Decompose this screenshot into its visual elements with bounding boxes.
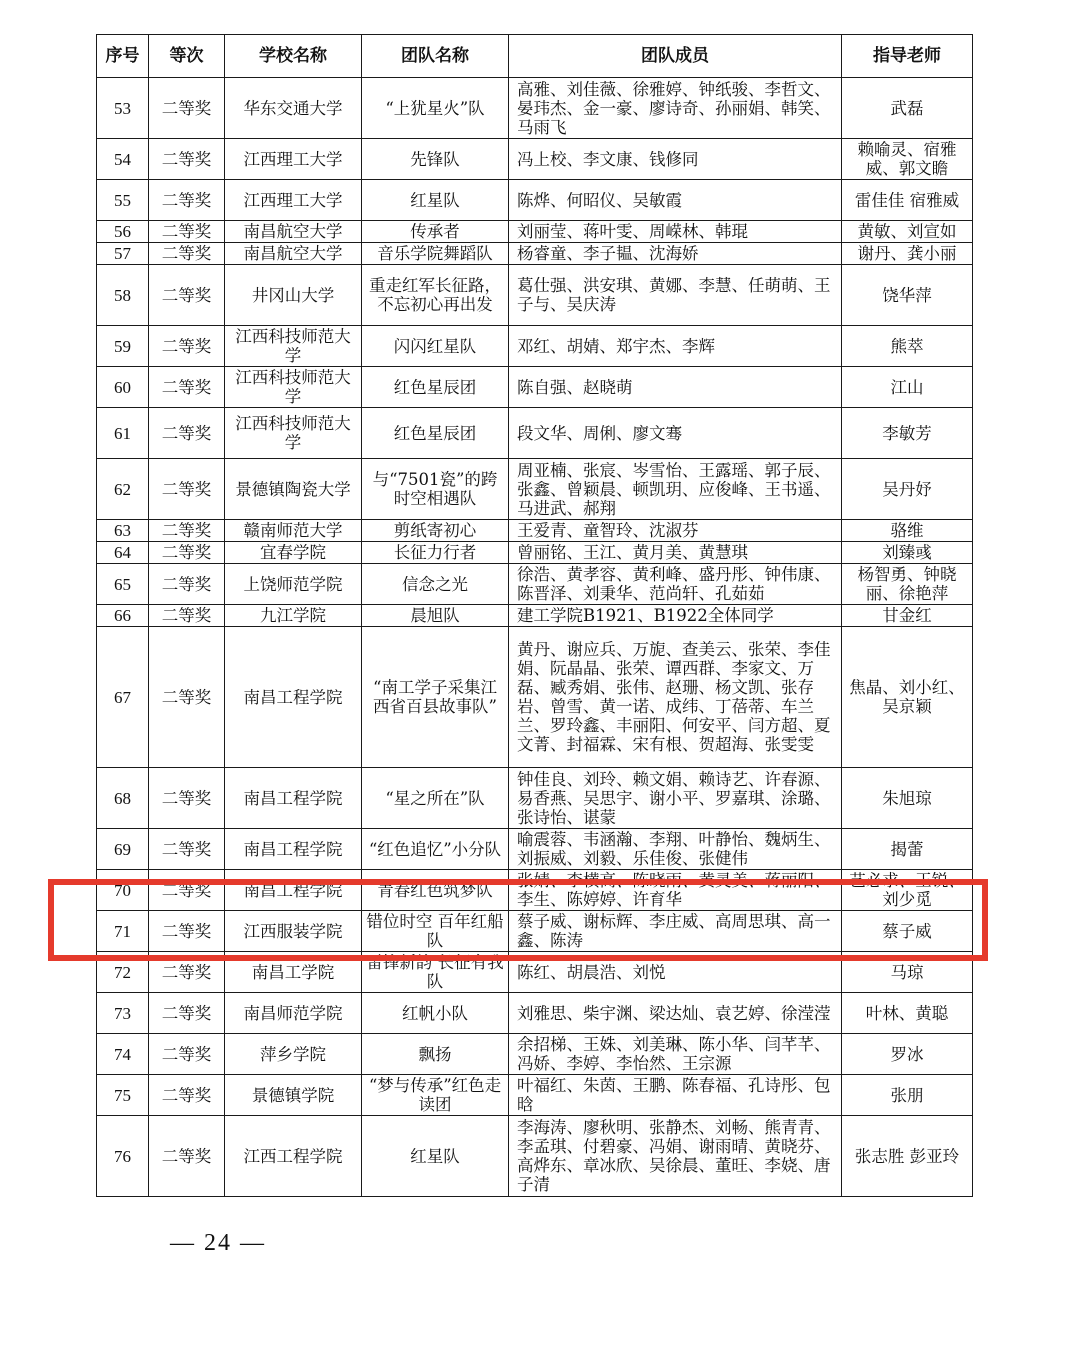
- row-team: “梦与传承”红色走读团: [362, 1075, 509, 1116]
- header-no: 序号: [97, 35, 149, 78]
- row-rank: 二等奖: [149, 605, 225, 627]
- row-members: 王爱青、童智玲、沈淑芬: [509, 520, 842, 542]
- table-row: [97, 993, 973, 1034]
- row-team: 闪闪红星队: [362, 326, 509, 367]
- row-members: 李海涛、廖秋明、张静杰、刘畅、熊青青、李孟琪、付碧豪、冯娟、谢雨晴、黄晓芬、高烨东、章冰欣、吴徐晨、董旺、李娆、唐子清: [509, 1116, 842, 1197]
- row-members: 余招梯、王姝、刘美琳、陈小华、闫芊芊、冯娇、李婷、李怡然、王宗源: [509, 1034, 842, 1075]
- row-members: 邓红、胡婧、郑宇杰、李辉: [509, 326, 842, 367]
- row-rank: 二等奖: [149, 180, 225, 221]
- row-team: “上犹星火”队: [362, 78, 509, 139]
- row-rank: 二等奖: [149, 78, 225, 139]
- row-no: 58: [97, 265, 149, 326]
- row-team: 长征力行者: [362, 542, 509, 564]
- row-members: 叶福红、朱茵、王鹏、陈春福、孔诗彤、包晗: [509, 1075, 842, 1116]
- row-school: 江西科技师范大学: [225, 408, 362, 459]
- row-no: 63: [97, 520, 149, 542]
- row-rank: 二等奖: [149, 564, 225, 605]
- row-team: 重走红军长征路，不忘初心再出发: [362, 265, 509, 326]
- row-no: 53: [97, 78, 149, 139]
- row-advisor: 马琼: [842, 952, 973, 993]
- table-row: [97, 542, 973, 564]
- row-school: 江西科技师范大学: [225, 326, 362, 367]
- table-row: [97, 367, 973, 408]
- row-school: 赣南师范大学: [225, 520, 362, 542]
- row-school: 南昌工程学院: [225, 829, 362, 870]
- row-members: 钟佳良、刘玲、赖文娟、赖诗艺、许春源、易香燕、吴思宇、谢小平、罗嘉琪、涂璐、张诗怡、谌蒙: [509, 768, 842, 829]
- row-school: 南昌师范学院: [225, 993, 362, 1034]
- row-advisor: 罗冰: [842, 1034, 973, 1075]
- row-no: 62: [97, 459, 149, 520]
- row-advisor: 饶华萍: [842, 265, 973, 326]
- page-number: — 24 —: [170, 1230, 266, 1256]
- row-no: 61: [97, 408, 149, 459]
- row-team: 传承者: [362, 221, 509, 243]
- row-members: 喻震蓉、韦涵瀚、李翔、叶静怡、魏炳生、刘振威、刘毅、乐佳俊、张健伟: [509, 829, 842, 870]
- header-advisor: 指导老师: [842, 35, 973, 78]
- row-team: 雷锋新韵 长征有我队: [362, 952, 509, 993]
- row-advisor: 江山: [842, 367, 973, 408]
- row-rank: 二等奖: [149, 459, 225, 520]
- row-school: 江西理工大学: [225, 139, 362, 180]
- header-team: 团队名称: [362, 35, 509, 78]
- row-no: 67: [97, 627, 149, 768]
- row-no: 76: [97, 1116, 149, 1197]
- row-school: 九江学院: [225, 605, 362, 627]
- row-advisor: 雷佳佳 宿雅威: [842, 180, 973, 221]
- row-advisor: 张朋: [842, 1075, 973, 1116]
- row-members: 张婧、李横高、陈晓雨、黄灵美、蒋丽阳、李生、陈婷婷、许育华: [509, 870, 842, 911]
- awards-table: [96, 34, 973, 1197]
- table-row: [97, 265, 973, 326]
- row-school: 江西服装学院: [225, 911, 362, 952]
- row-team: 剪纸寄初心: [362, 520, 509, 542]
- header-school: 学校名称: [225, 35, 362, 78]
- table-row: [97, 605, 973, 627]
- row-rank: 二等奖: [149, 265, 225, 326]
- row-advisor: 叶林、黄聪: [842, 993, 973, 1034]
- row-no: 72: [97, 952, 149, 993]
- row-school: 南昌航空大学: [225, 221, 362, 243]
- row-no: 57: [97, 243, 149, 265]
- row-rank: 二等奖: [149, 367, 225, 408]
- row-members: 建工学院B1921、B1922全体同学: [509, 605, 842, 627]
- row-team: 晨旭队: [362, 605, 509, 627]
- row-advisor: 骆维: [842, 520, 973, 542]
- row-team: 青春红色筑梦队: [362, 870, 509, 911]
- row-no: 60: [97, 367, 149, 408]
- row-rank: 二等奖: [149, 1116, 225, 1197]
- row-school: 南昌工学院: [225, 952, 362, 993]
- row-school: 景德镇学院: [225, 1075, 362, 1116]
- row-no: 74: [97, 1034, 149, 1075]
- row-members: 陈红、胡晨浩、刘悦: [509, 952, 842, 993]
- table-row: [97, 952, 973, 993]
- row-members: 刘丽莹、蒋叶雯、周嵘林、韩琨: [509, 221, 842, 243]
- row-rank: 二等奖: [149, 829, 225, 870]
- row-team: “红色追忆”小分队: [362, 829, 509, 870]
- table-row: [97, 408, 973, 459]
- row-school: 南昌工程学院: [225, 870, 362, 911]
- row-team: 红星队: [362, 180, 509, 221]
- row-school: 上饶师范学院: [225, 564, 362, 605]
- row-school: 南昌工程学院: [225, 768, 362, 829]
- row-rank: 二等奖: [149, 911, 225, 952]
- row-rank: 二等奖: [149, 243, 225, 265]
- table-row: [97, 1116, 973, 1197]
- row-advisor: 蔡子威: [842, 911, 973, 952]
- row-school: 宜春学院: [225, 542, 362, 564]
- row-school: 井冈山大学: [225, 265, 362, 326]
- row-no: 64: [97, 542, 149, 564]
- row-no: 55: [97, 180, 149, 221]
- row-team: 音乐学院舞蹈队: [362, 243, 509, 265]
- row-members: 蔡子威、谢标辉、李庄威、高周思琪、高一鑫、陈涛: [509, 911, 842, 952]
- table-row: [97, 180, 973, 221]
- table-row: [97, 520, 973, 542]
- row-rank: 二等奖: [149, 1075, 225, 1116]
- row-team: 红色星辰团: [362, 367, 509, 408]
- table-row: [97, 326, 973, 367]
- row-advisor: 刘臻彧: [842, 542, 973, 564]
- row-advisor: 李敏芳: [842, 408, 973, 459]
- row-advisor: 艺必求、王锐、刘少觅: [842, 870, 973, 911]
- row-team: 红星队: [362, 1116, 509, 1197]
- row-team: 与“7501瓷”的跨时空相遇队: [362, 459, 509, 520]
- row-rank: 二等奖: [149, 221, 225, 243]
- table-row: [97, 564, 973, 605]
- row-team: “星之所在”队: [362, 768, 509, 829]
- row-no: 68: [97, 768, 149, 829]
- row-no: 65: [97, 564, 149, 605]
- table-row: [97, 870, 973, 911]
- row-advisor: 吴丹妤: [842, 459, 973, 520]
- table-row: [97, 1075, 973, 1116]
- row-advisor: 甘金红: [842, 605, 973, 627]
- row-no: 59: [97, 326, 149, 367]
- row-members: 高雅、刘佳薇、徐雅婷、钟纸骏、李哲文、晏玮杰、金一豪、廖诗奇、孙丽娟、韩笑、马雨飞: [509, 78, 842, 139]
- row-rank: 二等奖: [149, 326, 225, 367]
- row-school: 南昌航空大学: [225, 243, 362, 265]
- row-rank: 二等奖: [149, 768, 225, 829]
- row-school: 萍乡学院: [225, 1034, 362, 1075]
- row-rank: 二等奖: [149, 952, 225, 993]
- row-no: 54: [97, 139, 149, 180]
- row-rank: 二等奖: [149, 139, 225, 180]
- table-row: [97, 459, 973, 520]
- row-school: 南昌工程学院: [225, 627, 362, 768]
- row-rank: 二等奖: [149, 542, 225, 564]
- row-team: 错位时空 百年红船队: [362, 911, 509, 952]
- row-advisor: 谢丹、龚小丽: [842, 243, 973, 265]
- row-members: 杨睿童、李子韫、沈海娇: [509, 243, 842, 265]
- row-members: 葛仕强、洪安琪、黄娜、李慧、任萌萌、王子与、吴庆涛: [509, 265, 842, 326]
- row-no: 75: [97, 1075, 149, 1116]
- row-advisor: 杨智勇、钟晓丽、徐艳萍: [842, 564, 973, 605]
- row-members: 黄丹、谢应兵、万旎、查美云、张荣、李佳娟、阮晶晶、张荣、谭西群、李家文、万磊、臧秀娟、张伟、赵珊、杨文凯、张存岩、曾雪、黄一诺、成纬、丁蓓蒂、车兰兰、罗玲鑫、丰丽阳、何安平、闫方超、夏文菁、封福霖、宋有根、贺超海、张雯雯: [509, 627, 842, 768]
- table-row: [97, 243, 973, 265]
- row-rank: 二等奖: [149, 1034, 225, 1075]
- row-members: 冯上校、李文康、钱修同: [509, 139, 842, 180]
- row-school: 景德镇陶瓷大学: [225, 459, 362, 520]
- row-team: 飘扬: [362, 1034, 509, 1075]
- row-no: 71: [97, 911, 149, 952]
- row-no: 69: [97, 829, 149, 870]
- row-rank: 二等奖: [149, 993, 225, 1034]
- row-rank: 二等奖: [149, 870, 225, 911]
- row-advisor: 张志胜 彭亚玲: [842, 1116, 973, 1197]
- row-team: “南工学子采集江西省百县故事队”: [362, 627, 509, 768]
- table-row: [97, 627, 973, 768]
- row-no: 56: [97, 221, 149, 243]
- row-advisor: 赖喻灵、宿雅威、郭文瞻: [842, 139, 973, 180]
- table-row: [97, 1034, 973, 1075]
- table-row: [97, 829, 973, 870]
- row-school: 江西理工大学: [225, 180, 362, 221]
- row-advisor: 揭蕾: [842, 829, 973, 870]
- row-members: 周亚楠、张宸、岑雪怡、王露瑶、郭子辰、张鑫、曾颖晨、顿凯玥、应俊峰、王书遥、马进武、郝翔: [509, 459, 842, 520]
- row-members: 段文华、周俐、廖文骞: [509, 408, 842, 459]
- row-school: 江西科技师范大学: [225, 367, 362, 408]
- table-row: [97, 139, 973, 180]
- row-members: 刘雅思、柴宇渊、梁达灿、袁艺婷、徐滢滢: [509, 993, 842, 1034]
- row-no: 73: [97, 993, 149, 1034]
- row-advisor: 朱旭琼: [842, 768, 973, 829]
- table-row: [97, 911, 973, 952]
- table-row: [97, 78, 973, 139]
- row-members: 曾丽铭、王江、黄月美、黄慧琪: [509, 542, 842, 564]
- row-rank: 二等奖: [149, 627, 225, 768]
- table-row: [97, 221, 973, 243]
- row-team: 信念之光: [362, 564, 509, 605]
- row-advisor: 焦晶、刘小红、吴京颖: [842, 627, 973, 768]
- header-rank: 等次: [149, 35, 225, 78]
- row-school: 江西工程学院: [225, 1116, 362, 1197]
- row-team: 先锋队: [362, 139, 509, 180]
- row-members: 陈自强、赵晓萌: [509, 367, 842, 408]
- row-advisor: 熊萃: [842, 326, 973, 367]
- table-row: [97, 768, 973, 829]
- table-header-row: [97, 35, 973, 78]
- row-no: 66: [97, 605, 149, 627]
- row-rank: 二等奖: [149, 520, 225, 542]
- header-members: 团队成员: [509, 35, 842, 78]
- row-advisor: 黄敏、刘宣如: [842, 221, 973, 243]
- row-school: 华东交通大学: [225, 78, 362, 139]
- row-rank: 二等奖: [149, 408, 225, 459]
- row-team: 红帆小队: [362, 993, 509, 1034]
- row-members: 徐浩、黄孝容、黄利峰、盛丹彤、钟伟康、陈晋泽、刘秉华、范尚轩、孔茹茹: [509, 564, 842, 605]
- row-members: 陈烨、何昭仪、吴敏霞: [509, 180, 842, 221]
- row-advisor: 武磊: [842, 78, 973, 139]
- row-team: 红色星辰团: [362, 408, 509, 459]
- row-no: 70: [97, 870, 149, 911]
